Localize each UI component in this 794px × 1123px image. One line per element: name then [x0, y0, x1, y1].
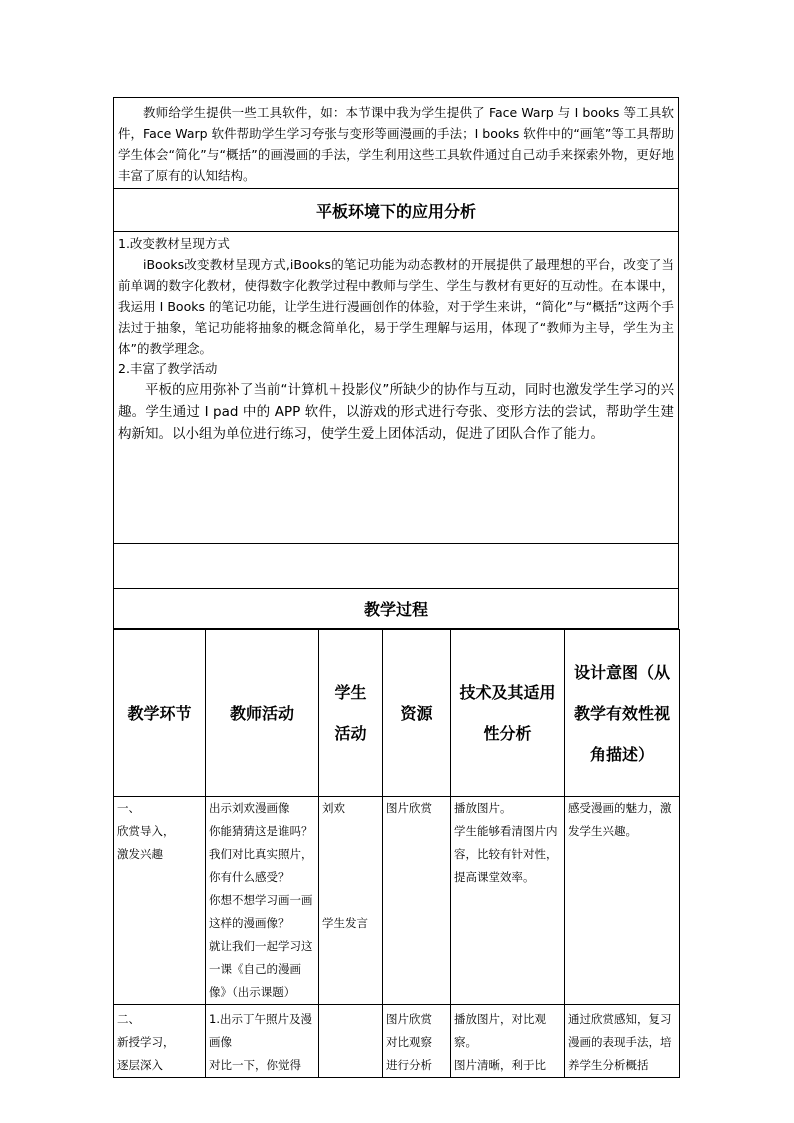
- header-stage: 教学环节: [114, 630, 206, 797]
- header-intent: 设计意图（从教学有效性视角描述）: [565, 630, 680, 797]
- intro-paragraph: 教师给学生提供一些工具软件，如：本节课中我为学生提供了 Face Warp 与 I books 等工具软件，Face Warp 软件帮助学生学习夸张与变形等画漫画的手法；I books 软件中的“画笔”等工具帮助学生体会“简化”与“概括”的画漫画的手法，学生利用这些工具软件通过自己动手来探索外物，更好地丰富了原有的认知结构。: [118, 105, 674, 183]
- header-resource: 资源: [383, 630, 451, 797]
- table-row: [114, 797, 680, 1005]
- row2-student: [319, 1005, 383, 1078]
- analysis-item-2-title: 2.丰富了教学活动: [118, 361, 218, 376]
- analysis-item-2-text: 平板的应用弥补了当前“计算机＋投影仪”所缺少的协作与互动，同时也激发学生学习的兴趣。学生通过 I pad 中的 APP 软件，以游戏的形式进行夸张、变形方法的尝试，帮助学生建构新知。以小组为单位进行练习，使学生爱上团体活动，促进了团队合作了能力。: [118, 382, 674, 442]
- row2-teacher: 1.出示丁午照片及漫画像 对比一下，你觉得: [206, 1005, 319, 1078]
- blank-row: [113, 544, 679, 589]
- table-row: [114, 1005, 680, 1078]
- header-student: 学生活动: [319, 630, 383, 797]
- analysis-item-1-text: iBooks改变教材呈现方式,iBooks的笔记功能为动态教材的开展提供了最理想的平台，改变了当前单调的数字化教材，使得数字化教学过程中教师与学生、学生与教材有更好的互动性。在本课中，我运用 I Books 的笔记功能，让学生进行漫画创作的体验，对于学生来讲，“简化”与“概括”这两个手法过于抽象，笔记功能将抽象的概念简单化，易于学生理解与运用，体现了“教师为主导，学生为主体”的教学理念。: [118, 257, 674, 356]
- header-teacher: 教师活动: [206, 630, 319, 797]
- process-table-wrap: [113, 629, 679, 1078]
- table-header-row: [114, 630, 680, 797]
- row1-resource: 图片欣赏: [383, 797, 451, 1005]
- row2-resource: 图片欣赏 对比观察 进行分析: [383, 1005, 451, 1078]
- intro-section: [113, 97, 679, 189]
- header-tech: 技术及其适用性分析: [451, 630, 565, 797]
- row2-tech: 播放图片，对比观察。 图片清晰，利于比: [451, 1005, 565, 1078]
- analysis-section: [113, 232, 679, 544]
- row2-stage: 二、 新授学习， 逐层深入: [114, 1005, 206, 1078]
- process-heading: 教学过程: [113, 589, 679, 629]
- row1-teacher: 出示刘欢漫画像 你能猜猜这是谁吗？ 我们对比真实照片，你有什么感受？ 你想不想学习画一画这样的漫画像？ 就让我们一起学习这一课《自己的漫画像》（出示课题）: [206, 797, 319, 1005]
- process-table: [113, 629, 680, 1078]
- analysis-item-1-title: 1.改变教材呈现方式: [118, 236, 230, 251]
- row1-student: 刘欢 学生发言: [319, 797, 383, 1005]
- analysis-heading: 平板环境下的应用分析: [113, 189, 679, 232]
- row1-stage: 一、 欣赏导入， 激发兴趣: [114, 797, 206, 1005]
- row2-intent: 通过欣赏感知，复习漫画的表现手法，培养学生分析概括: [565, 1005, 680, 1078]
- document-page: [113, 97, 679, 1078]
- row1-tech: 播放图片。 学生能够看清图片内容，比较有针对性，提高课堂效率。: [451, 797, 565, 1005]
- row1-intent: 感受漫画的魅力，激发学生兴趣。: [565, 797, 680, 1005]
